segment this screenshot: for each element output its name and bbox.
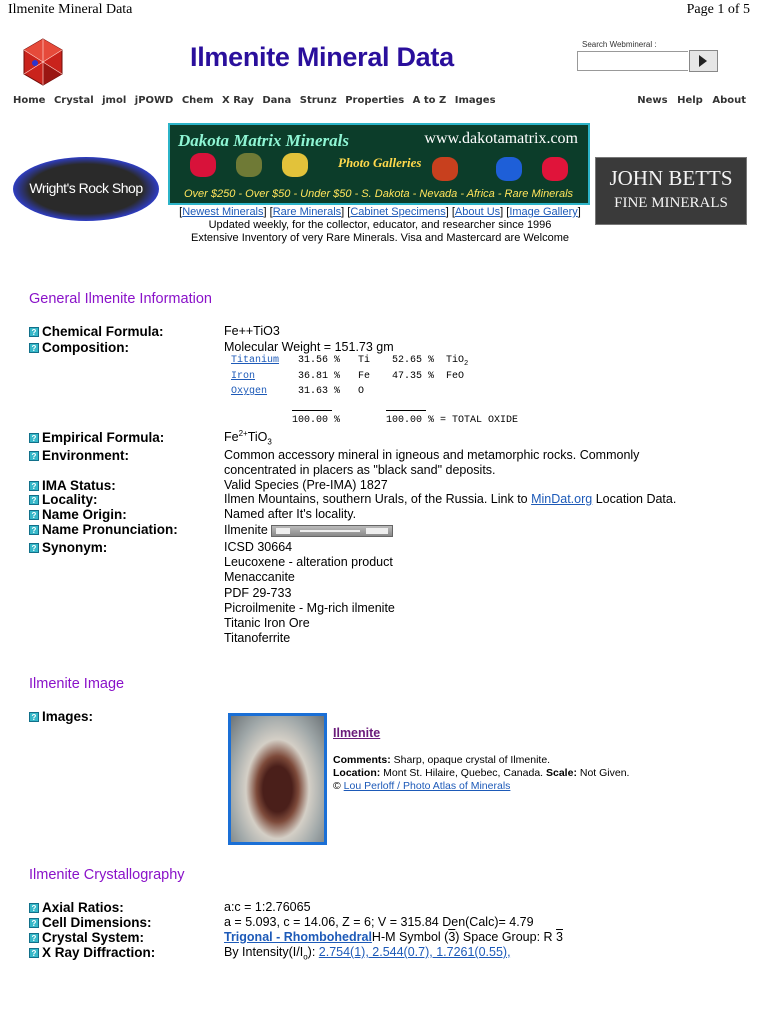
total-oxide: 100.00 % = TOTAL OXIDE	[386, 415, 519, 426]
axial-ratios-value: a:c = 1:2.76065	[224, 900, 311, 914]
locality-value: Ilmen Mountains, southern Urals, of the Russia. Link to MinDat.org Location Data.	[224, 492, 677, 506]
webmineral-logo-icon[interactable]	[22, 38, 64, 86]
empirical-formula-value: $Fe^{2+}TiO_3$	[224, 429, 272, 447]
secondary-nav	[631, 95, 746, 106]
synonym-item: Leucoxene - alteration product	[224, 555, 393, 570]
help-icon[interactable]: ?	[29, 543, 39, 553]
ad-line-inventory: Extensive Inventory of very Rare Minerals. Visa and Mastercard are Welcome	[190, 232, 570, 244]
dakota-ad-galleries: Photo Galleries	[338, 155, 422, 170]
ad-line-updated: Updated weekly, for the collector, educator, and researcher since 1996	[208, 219, 552, 231]
element-link-titanium[interactable]: Titanium	[231, 355, 280, 366]
nav-crystal[interactable]: Crystal	[53, 95, 94, 106]
synonym-item: Titanic Iron Ore	[224, 616, 310, 631]
help-icon[interactable]: ?	[29, 495, 39, 505]
crystallography-heading: Ilmenite Crystallography	[29, 867, 185, 883]
play-arrow-icon	[699, 55, 707, 67]
composition-label: ? Composition:	[29, 340, 129, 355]
nav-home[interactable]: Home	[13, 95, 46, 106]
betts-ad-line2: FINE MINERALS	[614, 195, 728, 211]
ima-status-value: Valid Species (Pre-IMA) 1827	[224, 478, 388, 492]
dakota-matrix-ad[interactable]	[168, 123, 590, 205]
gem-image-6	[542, 157, 568, 181]
help-icon[interactable]: ?	[29, 903, 39, 913]
link-newest-minerals[interactable]: Newest Minerals	[182, 206, 264, 218]
gem-image-4	[432, 157, 458, 181]
player-volume-icon	[366, 528, 388, 534]
synonym-list	[224, 540, 395, 646]
help-icon[interactable]: ?	[29, 327, 39, 337]
audio-player[interactable]	[271, 525, 393, 537]
search-input[interactable]	[577, 51, 688, 71]
nav-dana[interactable]: Dana	[262, 95, 292, 106]
betts-ad-line1: JOHN BETTS	[609, 166, 733, 190]
crystal-system-value: Trigonal - RhombohedralH-M Symbol (3) Space Group: R 3	[224, 930, 563, 944]
synonym-label: ? Synonym:	[29, 540, 107, 555]
help-icon[interactable]: ?	[29, 433, 39, 443]
xray-diffraction-value: By $Intensity(I/I_o)$: 2.754(1), 2.544(0.7), 1.7261(0.55),	[224, 945, 511, 962]
link-about-us[interactable]: About Us	[454, 206, 501, 218]
ilmenite-photo[interactable]	[228, 713, 327, 845]
nav-properties[interactable]: Properties	[345, 95, 405, 106]
general-info-heading: General Ilmenite Information	[29, 291, 212, 307]
main-nav	[13, 95, 501, 106]
link-cabinet-specimens[interactable]: Cabinet Specimens	[350, 206, 446, 218]
image-title-link[interactable]: Ilmenite	[333, 726, 381, 740]
dakota-ad-url: www.dakotamatrix.com	[424, 130, 578, 147]
search-go-button[interactable]	[689, 50, 718, 72]
help-icon[interactable]: ?	[29, 451, 39, 461]
help-icon[interactable]: ?	[29, 481, 39, 491]
help-icon[interactable]: ?	[29, 712, 39, 722]
composition-row	[231, 371, 255, 382]
molecular-weight: Molecular Weight = 151.73 gm	[224, 340, 394, 354]
xray-data-link[interactable]: 2.754(1), 2.544(0.7), 1.7261(0.55),	[318, 945, 511, 959]
composition-symbol: O	[358, 386, 365, 397]
nav-chem[interactable]: Chem	[181, 95, 214, 106]
composition-row	[231, 355, 279, 366]
help-icon[interactable]: ?	[29, 525, 39, 535]
nav-about[interactable]: About	[712, 95, 746, 106]
wrights-ad-text: Wright's Rock Shop	[29, 180, 143, 196]
synonym-item: ICSD 30664	[224, 540, 293, 554]
nav-strunz[interactable]: Strunz	[299, 95, 337, 106]
oxide-formula: TiO$_2$	[446, 355, 469, 368]
element-link-oxygen[interactable]: Oxygen	[231, 386, 268, 397]
total-left: 100.00 %	[292, 415, 341, 426]
crystal-system-label: ? Crystal System:	[29, 930, 144, 945]
images-label: ? Images:	[29, 709, 93, 724]
ad-links-block: [Newest Minerals] [Rare Minerals] [Cabinet Specimens] [About Us] [Image Gallery] Updated weekly, for the collector, educator, and researcher since 1996 Extensive Inventory of very Rare Minerals. Visa and Mastercard are Welcome	[120, 206, 640, 245]
synonym-item: Picroilmenite - Mg-rich ilmenite	[224, 600, 395, 615]
name-origin-label: ? Name Origin:	[29, 507, 127, 522]
help-icon[interactable]: ?	[29, 948, 39, 958]
synonym-item: PDF 29-733	[224, 585, 292, 600]
oxide-formula: FeO	[446, 371, 465, 382]
total-rule	[386, 410, 426, 411]
image-heading: Ilmenite Image	[29, 676, 125, 692]
composition-pct: 31.56 %	[298, 355, 341, 366]
gem-image-2	[236, 153, 262, 177]
help-icon[interactable]: ?	[29, 510, 39, 520]
print-page-number: Page 1 of 5	[686, 2, 750, 17]
nav-jpowd[interactable]: jPOWD	[134, 95, 174, 106]
cell-dimensions-value: a = 5.093, c = 14.06, Z = 6; V = 315.84 Den(Calc)= 4.79	[224, 915, 534, 929]
composition-pct: 31.63 %	[298, 386, 341, 397]
player-controls-icon	[276, 528, 290, 534]
chemical-formula-label: ? Chemical Formula:	[29, 324, 164, 339]
xray-diffraction-label: ? X Ray Diffraction:	[29, 945, 155, 960]
locality-label: ? Locality:	[29, 492, 98, 507]
nav-jmol[interactable]: jmol	[102, 95, 127, 106]
total-rule	[292, 410, 332, 411]
nav-help[interactable]: Help	[677, 95, 703, 106]
cell-dimensions-label: ? Cell Dimensions:	[29, 915, 152, 930]
nav-a-to-z[interactable]: A to Z	[412, 95, 447, 106]
gem-image-5	[496, 157, 522, 181]
nav-news[interactable]: News	[637, 95, 668, 106]
axial-ratios-label: ? Axial Ratios:	[29, 900, 124, 915]
name-pronunciation-label: ? Name Pronunciation:	[29, 522, 178, 537]
composition-symbol: Fe	[358, 371, 371, 382]
image-caption: Comments: Sharp, opaque crystal of Ilmenite. Location: Mont St. Hilaire, Quebec, Canada. Scale: Not Given. © Lou Perloff / Photo Atlas of Minerals	[333, 754, 630, 792]
composition-symbol: Ti	[358, 355, 371, 366]
empirical-formula-label: ? Empirical Formula:	[29, 430, 164, 445]
dakota-ad-name: Dakota Matrix Minerals	[178, 131, 349, 150]
environment-label: ? Environment:	[29, 448, 129, 463]
environment-value: Common accessory mineral in igneous and metamorphic rocks. Commonly concentrated in placers as "black sand" deposits.	[224, 448, 640, 477]
search-label: Search Webmineral :	[582, 40, 657, 49]
mindat-link[interactable]: MinDat.org	[531, 492, 593, 506]
player-seek-slider	[300, 530, 360, 532]
dakota-ad-tagline: Over $250 - Over $50 - Under $50 - S. Dakota - Nevada - Africa - Rare Minerals	[184, 188, 574, 200]
composition-row	[231, 386, 267, 397]
ima-status-label: ? IMA Status:	[29, 478, 116, 493]
crystal-system-link[interactable]: Trigonal - Rhombohedral	[224, 930, 372, 944]
help-icon[interactable]: ?	[29, 343, 39, 353]
synonym-item: Menaccanite	[224, 570, 295, 585]
oxide-pct: 52.65 %	[392, 355, 435, 366]
link-rare-minerals[interactable]: Rare Minerals	[272, 206, 342, 218]
page-title: Ilmenite Mineral Data	[190, 42, 454, 72]
name-origin-value: Named after It's locality.	[224, 507, 357, 521]
synonym-item: Titanoferrite	[224, 631, 291, 646]
photo-credit-link[interactable]: Lou Perloff / Photo Atlas of Minerals	[343, 780, 511, 792]
link-image-gallery[interactable]: Image Gallery	[509, 206, 578, 218]
composition-pct: 36.81 %	[298, 371, 341, 382]
chemical-formula-value: Fe++TiO3	[224, 324, 280, 338]
gem-image-3	[282, 153, 308, 177]
help-icon[interactable]: ?	[29, 918, 39, 928]
element-link-iron[interactable]: Iron	[231, 371, 256, 382]
print-doc-title: Ilmenite Mineral Data	[8, 2, 133, 17]
name-pronunciation-value: Ilmenite	[224, 523, 393, 537]
help-icon[interactable]: ?	[29, 933, 39, 943]
oxide-pct: 47.35 %	[392, 371, 435, 382]
nav-images[interactable]: Images	[454, 95, 496, 106]
gem-image-1	[190, 153, 216, 177]
nav-xray[interactable]: X Ray	[222, 95, 254, 106]
